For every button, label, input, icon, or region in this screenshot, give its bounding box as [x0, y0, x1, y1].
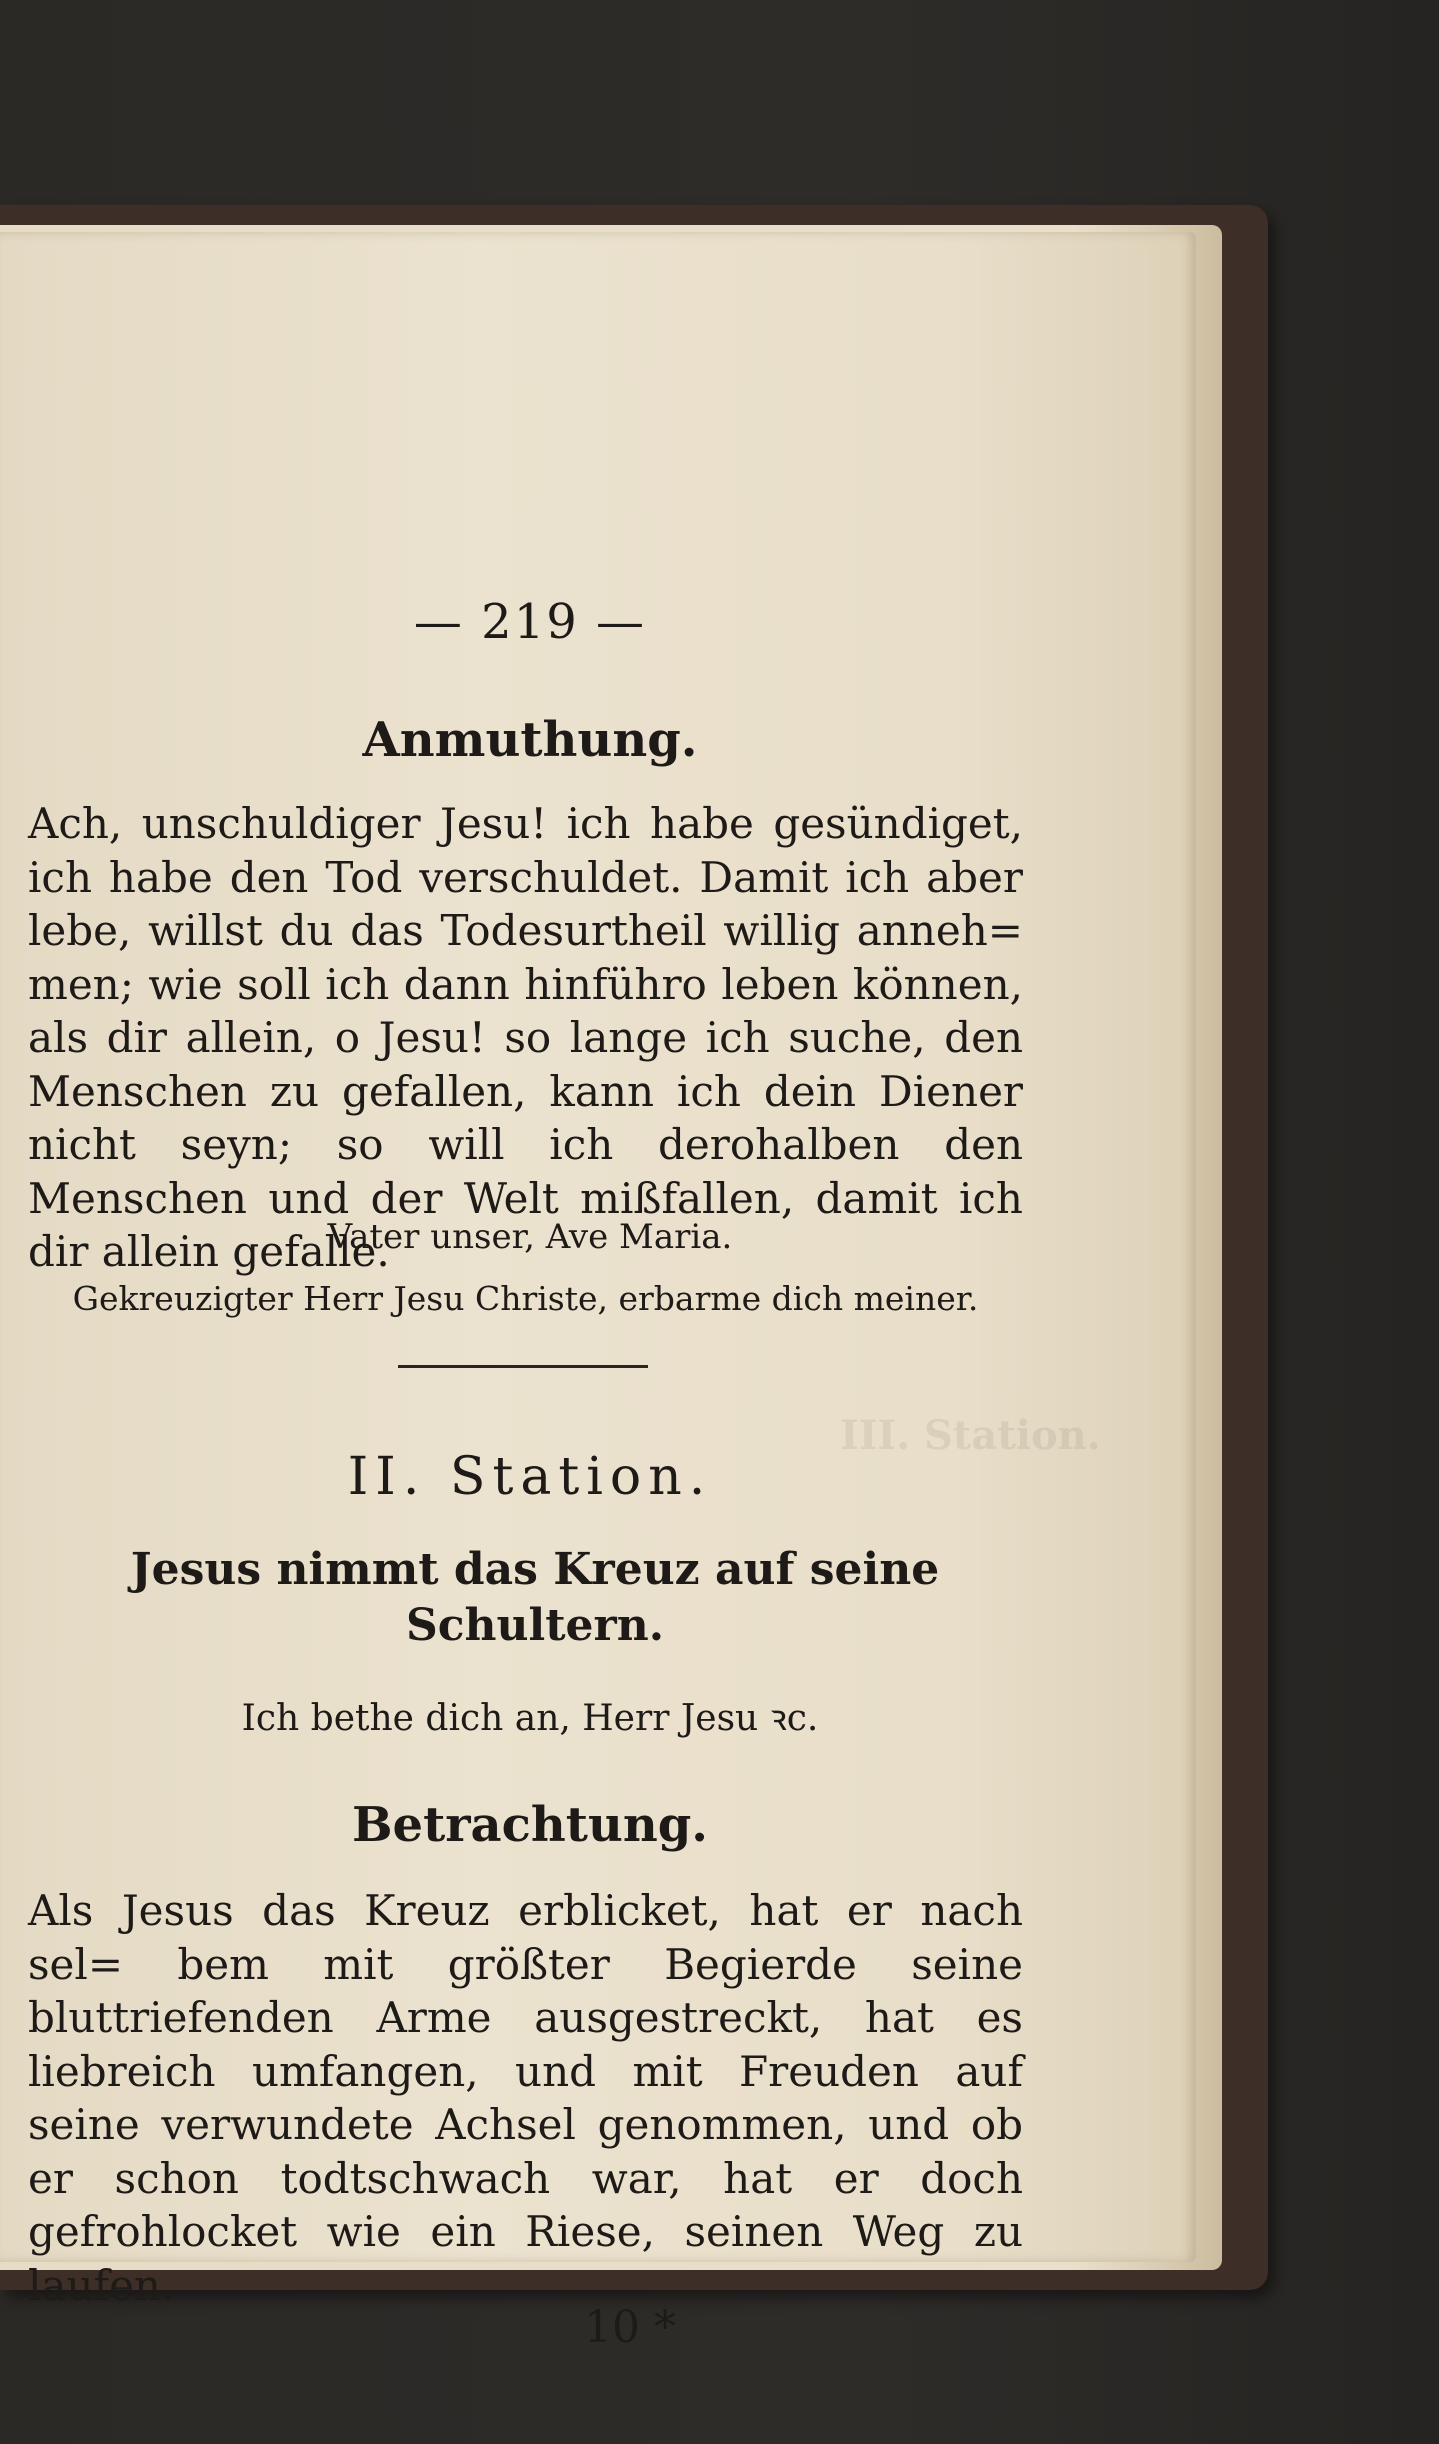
anmuthung-paragraph: Ach, unschuldiger Jesu! ich habe gesündiget, ich habe den Tod verschuldet. Damit ich aber lebe, willst du das Todesurtheil willig anneh= men; wie soll ich dann hinführo leben können, als dir allein, o Jesu! so lange ich suche, den Menschen zu gefallen, kann ich dein Diener nicht seyn; so will ich derohalben den Menschen und der Welt mißfallen, damit ich dir allein gefalle.	[28, 799, 1023, 1276]
section-heading-betrachtung: Betrachtung.	[351, 1797, 709, 1853]
section-divider	[398, 1365, 648, 1368]
station-label: II. Station.	[347, 1447, 713, 1507]
page-number: — 219 —	[413, 594, 647, 650]
signature-mark: 10 *	[584, 2302, 676, 2353]
betrachtung-paragraph: Als Jesus das Kreuz erblicket, hat er nach sel= bem mit größter Begierde seine bluttriefenden Arme ausgestreckt, hat es liebreich umfangen, und mit Freuden auf seine verwundete Achsel genommen, und ob er schon todtschwach war, hat er doch gefrohlocket wie ein Riese, seinen Weg zu laufen.	[28, 1886, 1023, 2310]
section-heading-anmuthung: Anmuthung.	[362, 712, 698, 768]
book-page	[0, 232, 1196, 2353]
station-title: Jesus nimmt das Kreuz auf seine Schultern.	[130, 1544, 940, 1651]
show-through: III. Station.	[840, 1412, 1101, 1459]
adoration-line: Ich bethe dich an, Herr Jesu ꝛc.	[241, 1698, 819, 1739]
prayer-line: Vater unser, Ave Maria.	[327, 1217, 733, 1257]
invocation-line: Gekreuzigter Herr Jesu Christe, erbarme dich meiner.	[72, 1279, 979, 1318]
